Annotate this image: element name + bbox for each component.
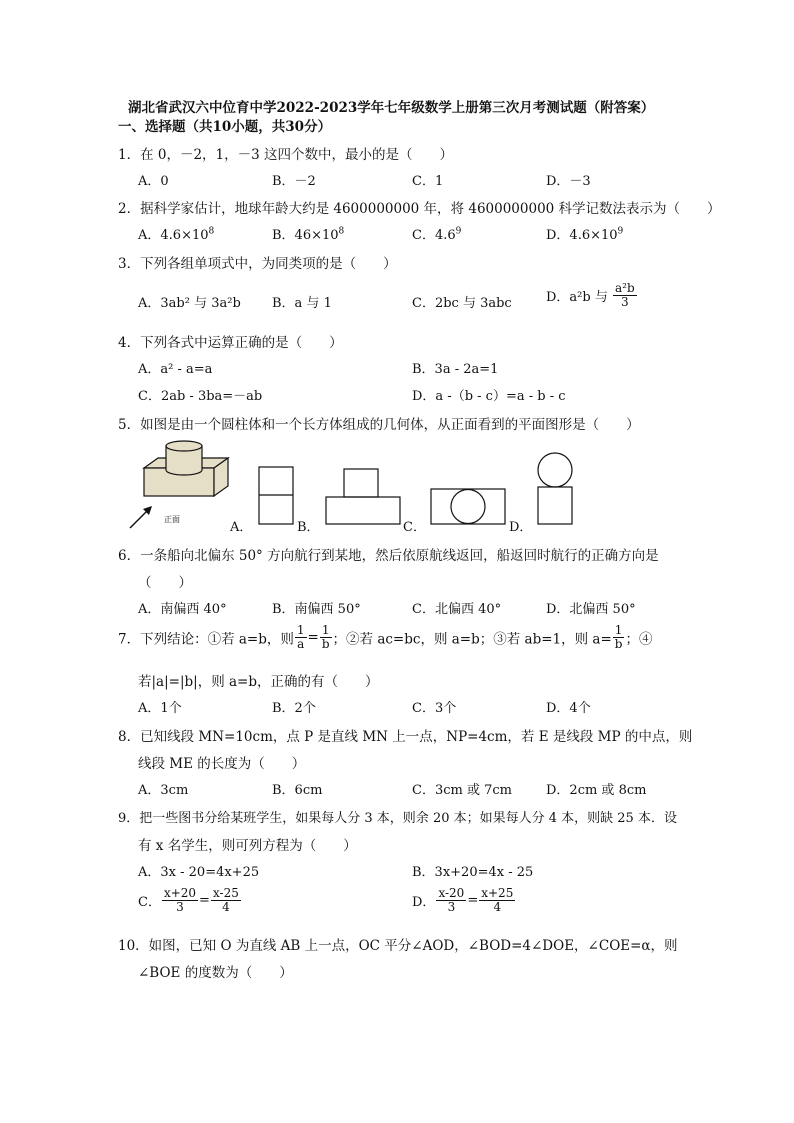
fraction-numerator: x+25 — [481, 886, 514, 900]
fraction-denominator: 3 — [447, 900, 456, 914]
question-6-option-d: D．北偏西 50° — [546, 602, 636, 617]
question-7-option-c: C．3个 — [412, 701, 457, 716]
fraction-numerator: x+20 — [163, 886, 197, 900]
question-8-stem: 8．已知线段 MN=10cm，点 P 是直线 MN 上一点，NP=4cm，若 E 是线段 MP 的中点，则 — [118, 729, 693, 745]
question-2-stem: 2．据科学家估计，地球年龄大约是 4600000000 年，将 4600000000 科学记数法表示为（ ） — [118, 201, 721, 217]
fraction-denominator: b — [321, 637, 330, 651]
question-2-option-b-text: B．46×10 — [272, 228, 339, 243]
option-b-figure — [325, 468, 403, 526]
question-2-option-b — [272, 224, 344, 243]
question-7-stem — [118, 624, 652, 651]
option-d-figure — [537, 452, 575, 526]
fraction-denominator: 3 — [176, 900, 184, 914]
fraction-numerator: x-20 — [438, 886, 465, 900]
question-2-option-a — [138, 224, 214, 243]
question-7-stem-cont: 若|a|=|b|，则 a=b，正确的有（ ） — [138, 674, 379, 690]
question-6-option-a: A．南偏西 40° — [138, 602, 227, 617]
option-c-figure — [430, 488, 508, 526]
question-9-option-c — [138, 887, 242, 914]
question-10-stem: 10．如图，已知 O 为直线 AB 上一点，OC 平分∠AOD，∠BOD=4∠DOE，∠COE=α，则 — [118, 938, 678, 954]
fraction-c2 — [211, 887, 241, 914]
option-a-figure — [258, 466, 294, 526]
question-4-option-b: B．3a - 2a=1 — [412, 362, 499, 377]
question-6-stem-cont: （ ） — [138, 575, 192, 591]
solid-figure — [128, 440, 236, 530]
fraction-denominator: 3 — [620, 295, 629, 309]
question-7-part1: 7．下列结论：①若 a=b，则 — [118, 631, 294, 648]
question-6-stem: 6．一条船向北偏东 50° 方向航行到某地，然后依原航线返回，船返回时航行的正确方向是 — [118, 548, 659, 564]
fraction-denominator: 4 — [222, 900, 230, 914]
question-4-option-c: C．2ab - 3ba=－ab — [138, 389, 263, 404]
question-5-stem: 5．如图是由一个圆柱体和一个长方体组成的几何体，从正面看到的平面图形是（ ） — [118, 417, 640, 433]
question-5-option-c: C． — [403, 520, 426, 535]
question-3-option-d-fraction — [613, 282, 637, 309]
equals-sign: = — [199, 893, 210, 908]
equals-sign: = — [307, 629, 319, 646]
question-3-option-b: B．a 与 1 — [272, 296, 332, 311]
option-d-label: D． — [412, 895, 436, 910]
question-1-option-c: C．1 — [412, 174, 444, 189]
question-2-option-c — [412, 224, 461, 243]
question-8-option-c: C．3cm 或 7cm — [412, 783, 512, 798]
question-6-option-b: B．南偏西 50° — [272, 602, 361, 617]
fraction-1-over-b-2 — [613, 624, 625, 651]
equals-sign: = — [467, 893, 479, 908]
question-5-option-d: D． — [509, 520, 533, 535]
question-2-option-c-exp: 9 — [455, 226, 462, 237]
front-label: 正面 — [164, 515, 180, 524]
question-3-option-c: C．2bc 与 3abc — [412, 296, 512, 311]
question-3-option-d-text: D．a²b 与 — [546, 290, 608, 305]
question-2-option-d-exp: 9 — [617, 226, 624, 237]
question-2-option-d-text: D．4.6×10 — [546, 228, 618, 243]
question-5-option-a: A． — [230, 520, 253, 535]
question-8-option-d: D．2cm 或 8cm — [546, 783, 647, 798]
question-4-option-a: A．a² - a=a — [138, 362, 213, 377]
fraction-numerator: 1 — [613, 624, 625, 638]
option-c-label: C． — [138, 895, 161, 910]
question-1-stem: 1．在 0，－2，1，－3 这四个数中，最小的是（ ） — [118, 147, 454, 163]
fraction-1-over-a — [295, 624, 307, 651]
question-1-option-d: D．－3 — [546, 174, 591, 189]
cylinder-top — [166, 441, 202, 451]
section-heading: 一、选择题（共10小题，共30分） — [118, 119, 332, 135]
question-9-option-a: A．3x - 20=4x+25 — [138, 865, 260, 880]
question-9-option-d — [412, 887, 516, 914]
question-5-option-b: B． — [297, 520, 320, 535]
fraction-numerator: a²b — [614, 281, 635, 295]
fraction-d1 — [436, 887, 466, 914]
question-9-stem-cont: 有 x 名学生，则可列方程为（ ） — [138, 838, 357, 854]
question-3-stem: 3．下列各组单项式中，为同类项的是（ ） — [118, 256, 397, 272]
fraction-numerator: x-25 — [212, 886, 239, 900]
question-4-stem: 4．下列各式中运算正确的是（ ） — [118, 335, 343, 351]
fraction-denominator: b — [614, 637, 623, 651]
question-8-option-b: B．6cm — [272, 783, 323, 798]
question-2-option-d — [546, 224, 623, 243]
fraction-denominator: 4 — [493, 900, 502, 914]
fraction-denominator: a — [297, 637, 305, 651]
fraction-d2 — [479, 887, 515, 914]
question-4-option-d: D．a -（b - c）=a - b - c — [412, 389, 566, 404]
question-10-stem-cont: ∠BOE 的度数为（ ） — [138, 965, 293, 981]
question-3-option-d — [546, 282, 638, 309]
question-6-option-c: C．北偏西 40° — [412, 602, 502, 617]
question-7-option-b: B．2个 — [272, 701, 316, 716]
question-3-option-a: A．3ab² 与 3a²b — [138, 296, 241, 311]
question-1-option-b: B．－2 — [272, 174, 316, 189]
question-9-option-b: B．3x+20=4x - 25 — [412, 865, 534, 880]
question-8-option-a: A．3cm — [138, 783, 189, 798]
fraction-c1 — [162, 887, 198, 914]
question-9-stem: 9．把一些图书分给某班学生，如果每人分 3 本，则余 20 本；如果每人分 4 本，则缺 25 本．设 — [118, 811, 677, 826]
question-7-option-a: A．1个 — [138, 701, 182, 716]
question-7-option-d: D．4个 — [546, 701, 591, 716]
question-2-option-a-exp: 8 — [208, 226, 215, 237]
question-7-part3: ；④ — [625, 631, 653, 648]
question-2-option-c-text: C．4.6 — [412, 228, 456, 243]
question-1-option-a: A．0 — [138, 174, 169, 189]
fraction-numerator: 1 — [296, 623, 305, 637]
question-2-option-b-exp: 8 — [338, 226, 345, 237]
question-2-option-a-text: A．4.6×10 — [138, 228, 209, 243]
question-7-part2: ；②若 ac=bc，则 a=b；③若 ab=1，则 a= — [332, 631, 612, 648]
fraction-numerator: 1 — [320, 624, 332, 638]
fraction-1-over-b — [320, 624, 332, 651]
document-title: 湖北省武汉六中位育中学2022-2023学年七年级数学上册第三次月考测试题（附答案） — [128, 100, 655, 116]
question-8-stem-cont: 线段 ME 的长度为（ ） — [138, 756, 306, 772]
